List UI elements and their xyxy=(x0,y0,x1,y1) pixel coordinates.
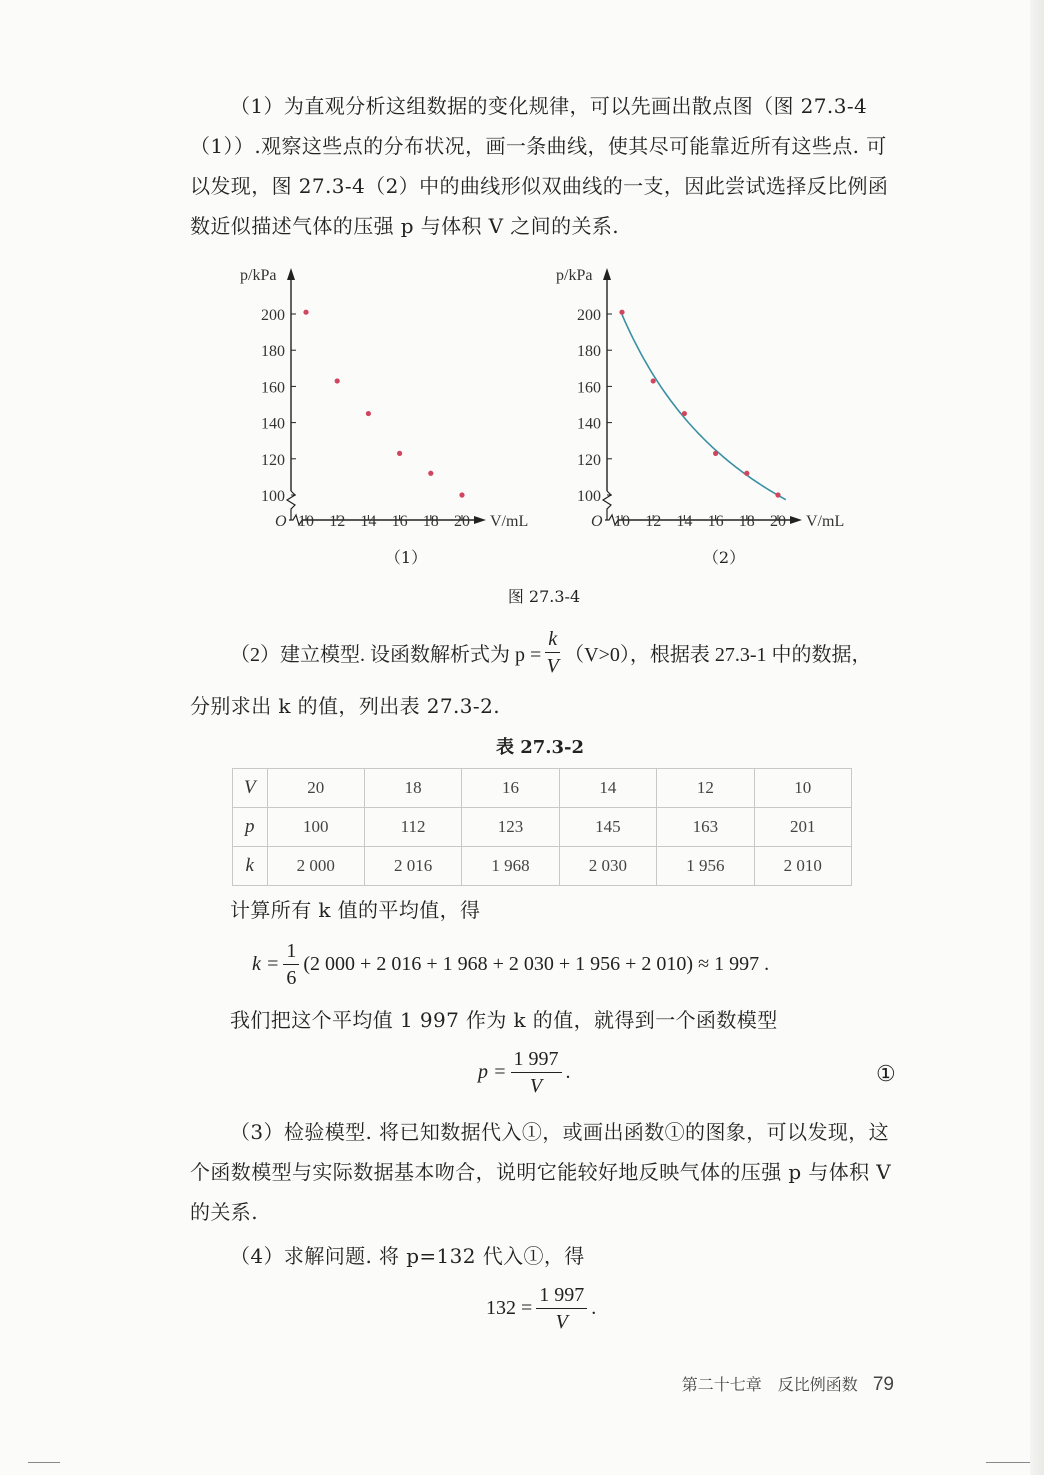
paragraph-2-start: （2）建立模型. 设函数解析式为 p = xyxy=(230,644,542,666)
data-point xyxy=(335,378,340,383)
table-cell: 2 016 xyxy=(364,847,461,886)
y-tick-label: 180 xyxy=(577,343,601,361)
x-tick-label: 18 xyxy=(738,513,755,530)
x-axis-arrow xyxy=(474,516,486,524)
y-axis-label: p/kPa xyxy=(240,267,277,284)
paragraph-4: 计算所有 k 值的平均值，得 xyxy=(230,898,481,922)
x-axis-label: V/mL xyxy=(490,513,529,530)
y-axis-arrow xyxy=(287,268,295,280)
data-point xyxy=(682,411,687,416)
paragraph-3: 分别求出 k 的值，列出表 27.3-2. xyxy=(190,694,500,718)
table-cell: 112 xyxy=(364,808,461,847)
page-edge xyxy=(1030,0,1044,1475)
subcaption-1: （1） xyxy=(384,548,428,567)
equation-model-lhs: p = xyxy=(478,1061,507,1083)
fraction-numerator: 1 997 xyxy=(536,1284,587,1309)
table-cell: 1 968 xyxy=(462,847,559,886)
scatter-chart-1 xyxy=(240,262,540,542)
x-tick-label: 14 xyxy=(676,513,693,530)
x-tick-label: 18 xyxy=(422,513,439,530)
table-cell: 12 xyxy=(657,769,754,808)
scatter-figure-1 xyxy=(240,262,540,546)
y-axis-arrow xyxy=(603,268,611,280)
equation-model-end: . xyxy=(565,1061,571,1083)
row-header-k: k xyxy=(233,847,268,886)
figure-caption: 图 27.3-4 xyxy=(507,587,581,606)
inline-fraction xyxy=(545,628,560,677)
y-tick-label: 120 xyxy=(261,451,285,469)
data-point xyxy=(303,310,308,315)
fraction-denominator: V xyxy=(555,1311,568,1333)
table-cell: 20 xyxy=(267,769,364,808)
origin-label: O xyxy=(275,513,287,530)
equation-marker: ① xyxy=(876,1062,896,1087)
y-tick-label: 140 xyxy=(577,415,601,433)
paragraph-6: （3）检验模型. 将已知数据代入①，或画出函数①的图象，可以发现，这个函数模型与实际数据基本吻合，说明它能较好地反映气体的压强 p 与体积 V 的关系. xyxy=(190,1120,892,1224)
x-tick-label: 16 xyxy=(707,513,724,530)
equation-model-fraction xyxy=(511,1048,562,1097)
equation-average-rest: (2 000 + 2 016 + 1 968 + 2 030 + 1 956 + 2 010) ≈ 1 997 . xyxy=(303,953,770,975)
x-axis-arrow xyxy=(790,516,802,524)
crop-mark-left xyxy=(28,1462,60,1463)
k-value-table xyxy=(232,768,852,886)
data-point xyxy=(619,310,624,315)
y-tick-label: 200 xyxy=(577,307,601,324)
equation-average-lhs: k = xyxy=(252,953,280,975)
data-point xyxy=(366,411,371,416)
equation-average xyxy=(252,940,769,989)
paragraph-2 xyxy=(230,628,872,677)
scatter-chart-2 xyxy=(556,262,856,542)
x-tick-label: 16 xyxy=(391,513,408,530)
table-row xyxy=(233,808,852,847)
x-tick-label: 14 xyxy=(360,513,377,530)
equation-solve xyxy=(486,1284,596,1333)
crop-mark-right xyxy=(986,1462,1030,1463)
table-cell: 10 xyxy=(754,769,851,808)
page-footer xyxy=(682,1372,894,1396)
fraction-numerator: 1 xyxy=(283,940,299,965)
y-tick-label: 140 xyxy=(261,415,285,433)
equation-solve-lhs: 132 = xyxy=(486,1297,533,1319)
x-tick-label: 10 xyxy=(298,513,314,530)
y-tick-label: 160 xyxy=(577,379,601,397)
paragraph-5: 我们把这个平均值 1 997 作为 k 的值，就得到一个函数模型 xyxy=(230,1008,778,1032)
fraction-numerator: 1 997 xyxy=(511,1048,562,1073)
y-tick-label: 180 xyxy=(261,343,285,361)
table-title: 表 27.3-2 xyxy=(495,737,585,758)
x-tick-label: 12 xyxy=(645,513,662,530)
fraction-numerator: k xyxy=(545,628,560,653)
paragraph-7: （4）求解问题. 将 p=132 代入①，得 xyxy=(230,1244,585,1268)
scatter-figure-2 xyxy=(556,262,856,546)
paragraph-2-end: （V>0），根据表 27.3-1 中的数据， xyxy=(564,644,872,666)
table-cell: 14 xyxy=(559,769,656,808)
y-tick-label: 100 xyxy=(261,488,285,505)
x-tick-label: 10 xyxy=(614,513,630,530)
table-cell: 100 xyxy=(267,808,364,847)
row-header-v: V xyxy=(233,769,268,808)
table-cell: 1 956 xyxy=(657,847,754,886)
table-cell: 2 030 xyxy=(559,847,656,886)
table-cell: 18 xyxy=(364,769,461,808)
y-tick-label: 160 xyxy=(261,379,285,397)
table-cell: 16 xyxy=(462,769,559,808)
row-header-p: p xyxy=(233,808,268,847)
x-tick-label: 20 xyxy=(770,513,786,530)
page-number: 79 xyxy=(872,1374,894,1395)
origin-label: O xyxy=(591,513,603,530)
table-cell: 123 xyxy=(462,808,559,847)
equation-model xyxy=(478,1048,571,1097)
fraction-denominator: V xyxy=(546,655,559,677)
y-axis-label: p/kPa xyxy=(556,267,593,284)
equation-solve-fraction xyxy=(536,1284,587,1333)
table-cell: 163 xyxy=(657,808,754,847)
chapter-title: 第二十七章 反比例函数 xyxy=(681,1375,858,1394)
x-tick-label: 20 xyxy=(454,513,470,530)
y-tick-label: 120 xyxy=(577,451,601,469)
table-cell: 201 xyxy=(754,808,851,847)
table-row xyxy=(233,847,852,886)
data-point xyxy=(459,492,464,497)
table-cell: 2 010 xyxy=(754,847,851,886)
equation-average-fraction xyxy=(283,940,299,989)
y-tick-label: 200 xyxy=(261,307,285,324)
fraction-denominator: V xyxy=(529,1075,543,1097)
table-row xyxy=(233,769,852,808)
table-cell: 2 000 xyxy=(267,847,364,886)
table-cell: 145 xyxy=(559,808,656,847)
paragraph-1: （1）为直观分析这组数据的变化规律，可以先画出散点图（图 27.3-4（1））.观察这些点的分布状况，画一条曲线，使其尽可能靠近所有这些点. 可以发现，图 27.3-4（2）中的曲线形似双曲线的一支，因此尝试选择反比例函数近似描述气体的压强 p 与体积 V 之间的关系. xyxy=(190,94,889,238)
x-axis-label: V/mL xyxy=(806,513,845,530)
y-tick-label: 100 xyxy=(577,488,601,505)
data-point xyxy=(744,471,749,476)
fitted-curve xyxy=(622,315,786,500)
data-point xyxy=(651,378,656,383)
x-tick-label: 12 xyxy=(329,513,346,530)
subcaption-2: （2） xyxy=(702,548,746,567)
equation-solve-end: . xyxy=(591,1297,597,1319)
data-point xyxy=(428,471,433,476)
data-point xyxy=(775,492,780,497)
fraction-denominator: 6 xyxy=(286,967,297,989)
data-point xyxy=(397,451,402,456)
data-point xyxy=(713,451,718,456)
